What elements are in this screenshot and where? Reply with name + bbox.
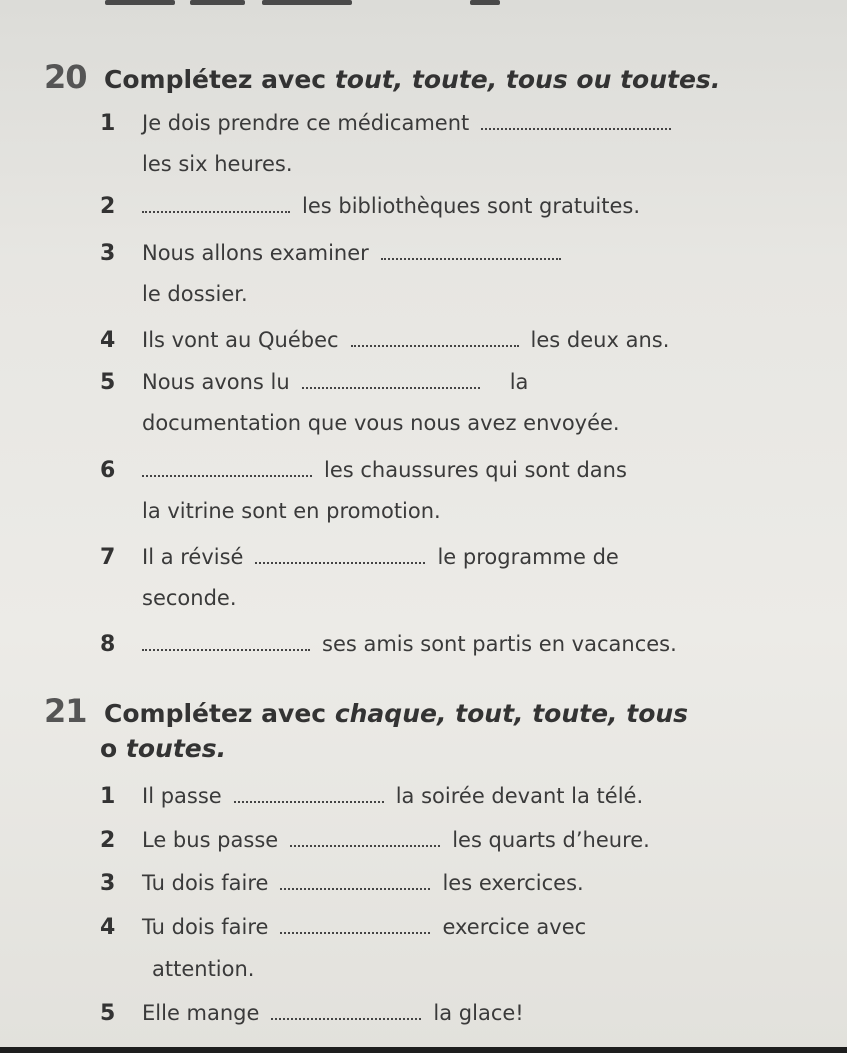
item-number: 6 — [100, 458, 116, 483]
item-text-after: les exercices. — [442, 871, 584, 895]
item-number: 3 — [100, 241, 116, 266]
answer-blank[interactable] — [280, 932, 430, 934]
item-number: 8 — [100, 632, 116, 657]
ex20-item-3-cont: le dossier. — [142, 282, 248, 306]
exercise-20-header — [44, 58, 720, 96]
answer-blank[interactable] — [142, 649, 310, 651]
answer-blank[interactable] — [302, 387, 480, 389]
item-number: 2 — [100, 194, 116, 219]
cropped-text-top — [0, 0, 847, 12]
ex20-item-6-cont: la vitrine sont en promotion. — [142, 499, 441, 523]
answer-blank[interactable] — [234, 801, 384, 803]
exercise-21-header — [44, 692, 688, 730]
ex21-item-2 — [100, 830, 650, 852]
exercise-title-line2: o toutes. — [100, 734, 227, 763]
item-number: 4 — [100, 915, 116, 940]
item-text-after: la soirée devant la télé. — [395, 784, 644, 808]
item-text-after: les bibliothèques sont gratuites. — [302, 194, 641, 218]
item-number: 3 — [100, 871, 116, 896]
answer-blank[interactable] — [381, 258, 561, 260]
ex20-item-1 — [100, 113, 671, 135]
ex20-item-2 — [100, 196, 640, 218]
item-text-before: Il a révisé — [142, 545, 244, 569]
item-text-before: Je dois prendre ce médicament — [142, 111, 470, 135]
ex20-item-6 — [100, 460, 627, 482]
item-number: 2 — [100, 828, 116, 853]
item-number: 7 — [100, 545, 116, 570]
item-text-after: exercice avec — [442, 915, 587, 939]
item-text-after: ses amis sont partis en vacances. — [322, 632, 677, 656]
ex21-item-5 — [100, 1003, 524, 1025]
ex21-item-3 — [100, 873, 584, 895]
exercise-title: Complétez avec tout, toute, tous ou toutes. — [104, 65, 721, 94]
item-text-before: Le bus passe — [142, 828, 279, 852]
item-text-before: Tu dois faire — [142, 915, 269, 939]
item-text-before: Nous allons examiner — [142, 241, 369, 265]
item-text-before: Il passe — [142, 784, 222, 808]
item-text-before: Nous avons lu — [142, 370, 290, 394]
item-text-before: Ils vont au Québec — [142, 328, 339, 352]
item-text-after: la — [509, 370, 529, 394]
item-number: 1 — [100, 111, 116, 136]
item-text-after: les deux ans. — [530, 328, 670, 352]
item-text-after: les chaussures qui sont dans — [324, 458, 627, 482]
ex20-item-5 — [100, 372, 528, 394]
exercise-number: 21 — [44, 692, 87, 730]
ex20-item-7 — [100, 547, 619, 569]
ex20-item-4 — [100, 330, 669, 352]
answer-blank[interactable] — [142, 475, 312, 477]
item-number: 1 — [100, 784, 116, 809]
answer-blank[interactable] — [142, 211, 290, 213]
exercise-number: 20 — [44, 58, 87, 96]
item-number: 5 — [100, 370, 116, 395]
ex20-item-5-cont: documentation que vous nous avez envoyée. — [142, 411, 620, 435]
answer-blank[interactable] — [481, 128, 671, 130]
item-text-before: Elle mange — [142, 1001, 260, 1025]
answer-blank[interactable] — [290, 845, 440, 847]
ex20-item-3 — [100, 243, 561, 265]
ex21-item-4-cont: attention. — [152, 957, 255, 981]
item-number: 4 — [100, 328, 116, 353]
item-number: 5 — [100, 1001, 116, 1026]
item-text-after: le programme de — [437, 545, 619, 569]
answer-blank[interactable] — [271, 1018, 421, 1020]
ex21-item-4 — [100, 917, 586, 939]
answer-blank[interactable] — [280, 888, 430, 890]
exercise-title: Complétez avec chaque, tout, toute, tous — [104, 699, 689, 728]
answer-blank[interactable] — [351, 345, 519, 347]
ex20-item-8 — [100, 634, 677, 656]
ex20-item-7-cont: seconde. — [142, 586, 237, 610]
ex20-item-1-cont: les six heures. — [142, 152, 293, 176]
item-text-before: Tu dois faire — [142, 871, 269, 895]
item-text-after: les quarts d’heure. — [452, 828, 650, 852]
answer-blank[interactable] — [255, 562, 425, 564]
page-bottom-edge — [0, 1047, 847, 1053]
ex21-item-1 — [100, 786, 643, 808]
item-text-after: la glace! — [433, 1001, 524, 1025]
